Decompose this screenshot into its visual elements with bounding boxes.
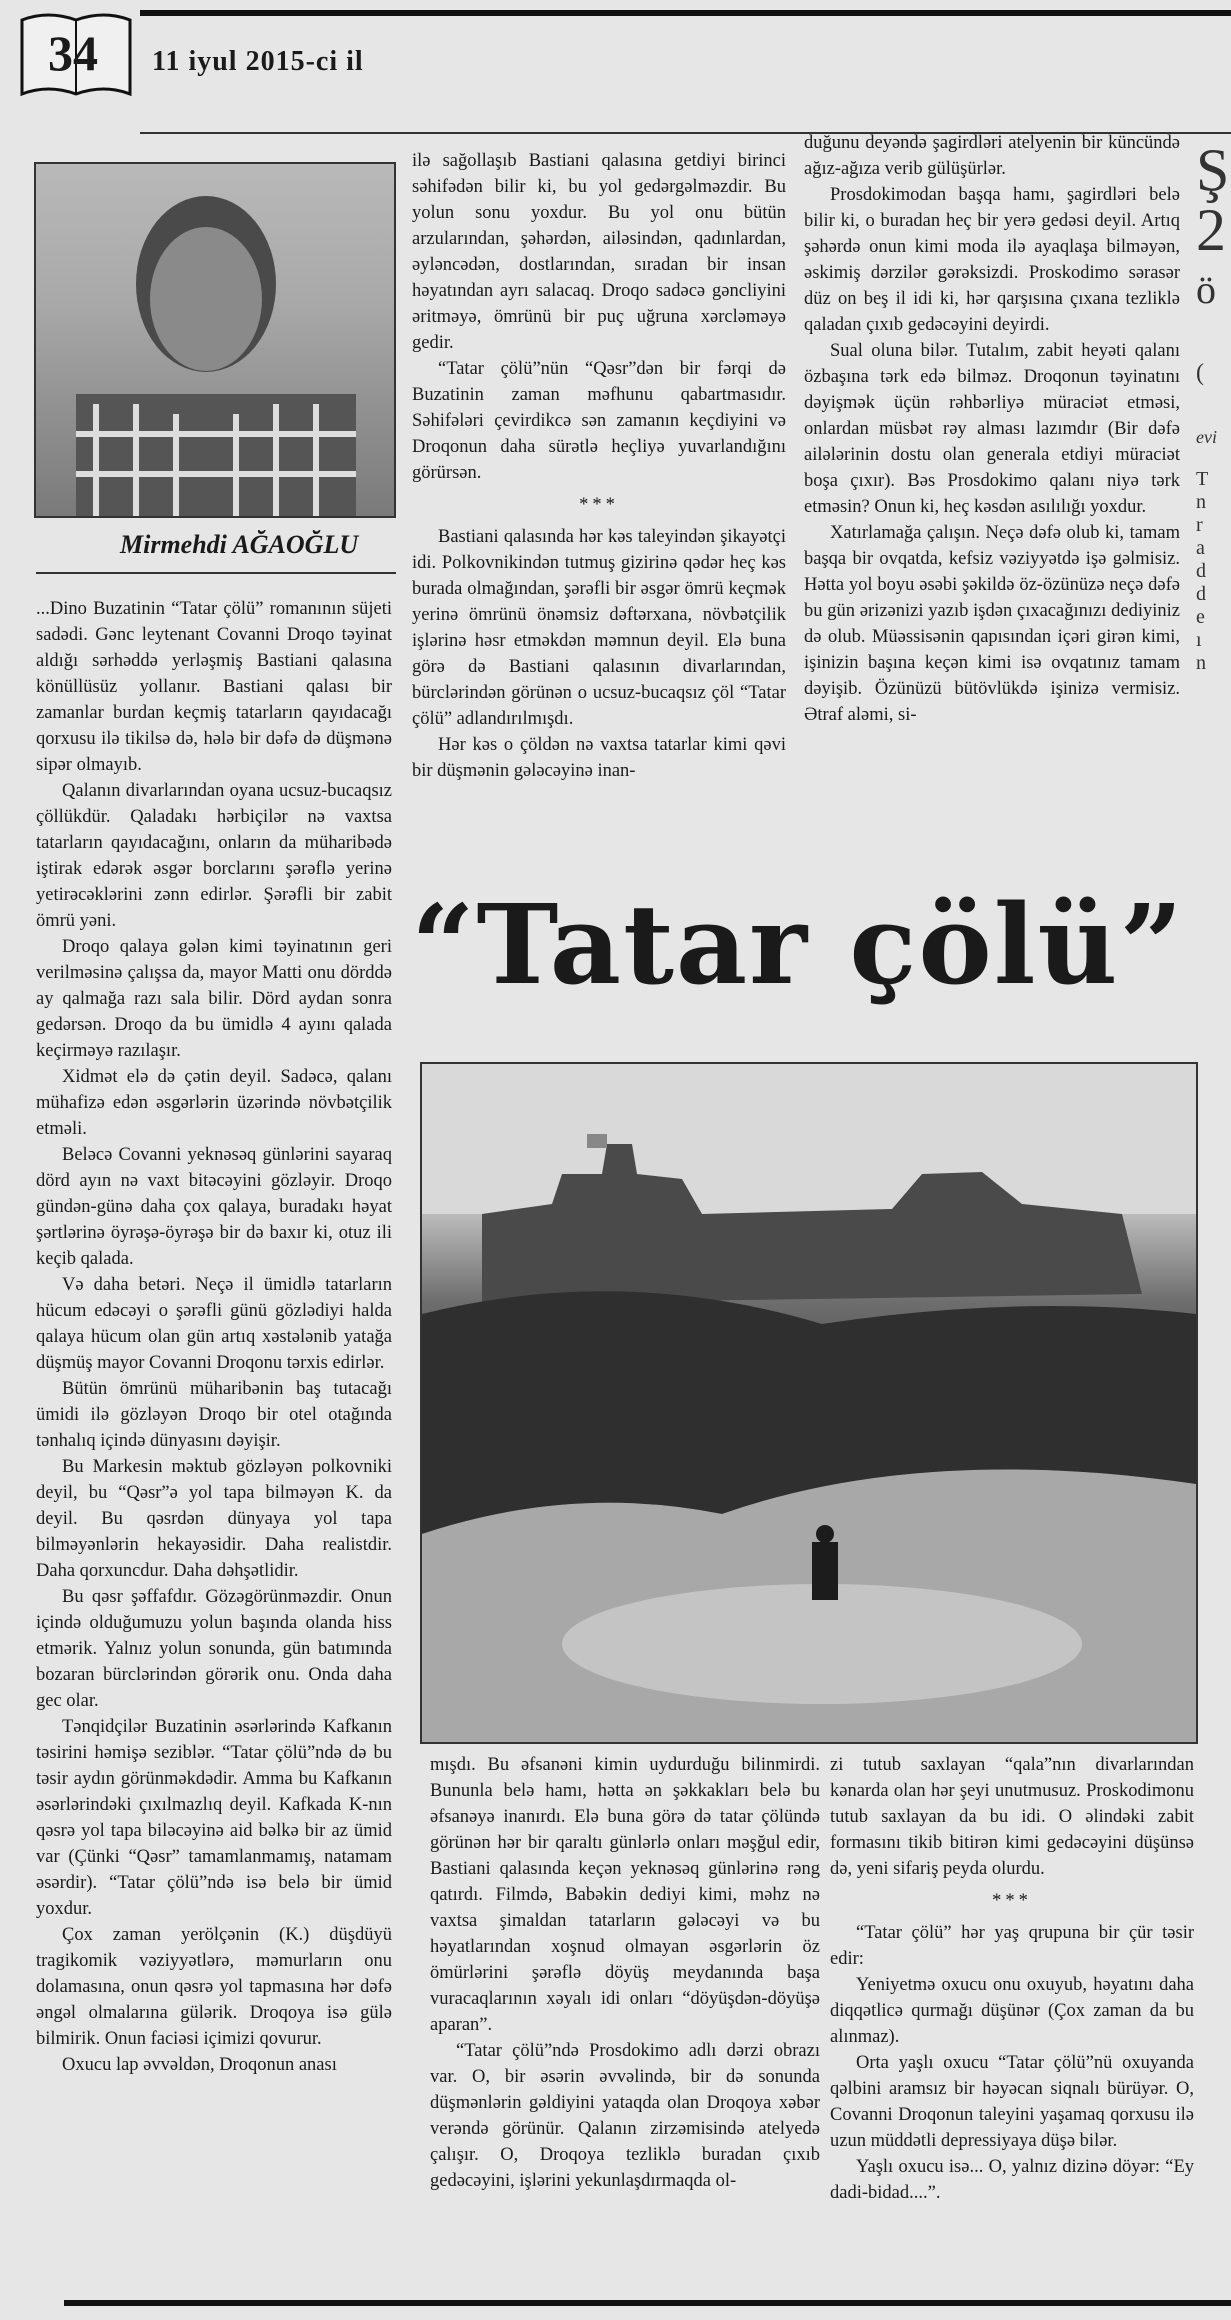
paragraph: Bu Markesin məktub gözləyən polkovniki deyil, bu “Qəsr”ə yol tapa bilməyən K. da deyil. Bu qəsrdən dünyaya yol tapa bilməyənlərin hekayəsidir. Daha realistdir. Daha qorxuncdur. Daha dəhşətlidir. — [36, 1457, 392, 1581]
fortress-photo — [420, 1062, 1198, 1744]
author-name: Mirmehdi AĞAOĞLU — [120, 530, 359, 559]
fragment-letter: a — [1196, 537, 1205, 559]
fragment-letter: Ş — [1196, 137, 1230, 203]
paragraph: Yaşlı oxucu isə... O, yalnız dizinə döyər: “Ey dadi-bidad....”. — [830, 2157, 1194, 2203]
column-2-bottom — [430, 1752, 820, 2194]
header-rule — [140, 10, 1231, 16]
fragment-letter: ( — [1196, 360, 1204, 386]
paragraph: Yeniyetmə oxucu onu oxuyub, həyatını daha diqqətlicə qurmağı düşünər (Çox zaman da bu alınmaz). — [830, 1975, 1194, 2047]
paragraph: Bastiani qalasında hər kəs taleyindən şikayətçi idi. Polkovnikindən tutmuş gizirinə qədər heç kəs burada olmağından, şərəfli bir əsgər ömrü keçmək yerinə ömrünü önəmsiz dəftərxana, növbətçilik işlərinə həsr etməkdən məmnun deyil. Elə buna görə də Bastiani qalasının divarlarından, bürclərindən görünən o ucsuz-bucaqsız çöl “Tatar çölü” adlandırılmışdı. — [412, 527, 786, 729]
paragraph: “Tatar çölü”ndə Prosdokimo adlı dərzi obrazı var. O, bir əsərin əvvəlində, bir də sonunda düşmənlərin gəldiyini yataqda olan Droqoya xəbər verəndə görünür. Qalanın zirzəmisində atelyedə çalışır. O, Droqoya tezliklə buradan çıxıb gedəcəyini, işlərini yekunlaşdırmaqda ol- — [430, 2041, 820, 2191]
article-title: “Tatar çölü” — [411, 880, 1185, 1009]
paragraph: ...Dino Buzatinin “Tatar çölü” romanının süjeti sadədi. Gənc leytenant Covanni Droqo təyinat aldığı sərhəddə yerləşmiş Bastiani qalasına könüllüsüz yollanır. Bastiani qalası bir zamanlar burdan keçmiş tatarların qayıdacağı qorxusu ilə tikilsə də, hələ bir dəfə də düşmənə sipər olmayıb. — [36, 599, 392, 775]
issue-date: 11 iyul 2015-ci il — [152, 46, 364, 77]
footer-rule — [64, 2300, 1231, 2306]
section-stars: *** — [992, 1891, 1032, 1911]
paragraph: Hər kəs o çöldən nə vaxtsa tatarlar kimi qəvi bir düşmənin gələcəyinə inan- — [412, 735, 786, 781]
paragraph: duğunu deyəndə şagirdləri atelyenin bir küncündə ağız-ağıza verib gülüşürlər. — [804, 133, 1180, 179]
fragment-letter: e — [1196, 606, 1205, 628]
fragment-letter: T — [1196, 468, 1209, 490]
fragment-letter: evi — [1196, 427, 1217, 447]
fragment-letter: n — [1196, 491, 1206, 513]
paragraph: mışdı. Bu əfsanəni kimin uydurduğu bilinmirdi. Bununla belə hamı, hətta ən şəkkakları belə bu əfsanəyə inanırdı. Elə buna görə də tatar çölündə görünən hər bir qaraltı günlərlə onları məşğul edir, Bastiani qalasında keçən yeknəsəq günlərinə rəng qatırdı. Filmdə, Babəkin dediyi kimi, məhz nə vaxtsa şimaldan tatarların gələcəyi və bu həyatlarından xoşnud olmayan əsgərlərin öz ömürlərini şərəflə döyüş meydanında başa vuracaqlarının xəyalı idi onları “döyüşdən-döyüşə aparan”. — [430, 1755, 820, 2035]
paragraph: Orta yaşlı oxucu “Tatar çölü”nü oxuyanda qəlbini aramsız bir həyəcan siqnalı bürüyər. O, Covanni Droqonun taleyini yaşamaq qorxusu ilə uzun müddətli depressiyaya düşə bilər. — [830, 2053, 1194, 2151]
section-stars: *** — [579, 495, 619, 515]
fragment-letter: ı — [1196, 629, 1202, 651]
paragraph: Qalanın divarlarından oyana ucsuz-bucaqsız çöllükdür. Qaladakı hərbiçilər nə vaxtsa tatarların qayıdacağını, onların da müharibədə iştirak edərək əsgər borclarını şərəflə yerinə yetirəcəklərini zənn edirlər. Şərəfli bir zabit ömrü yəni. — [36, 781, 392, 931]
page-number: 34 — [48, 25, 98, 81]
paragraph: Xidmət elə də çətin deyil. Sadəcə, qalanı mühafizə edən əsgərlərin üzərində növbətçilik etməli. — [36, 1067, 392, 1139]
column-1 — [36, 596, 392, 2078]
fragment-letter: r — [1196, 514, 1203, 536]
paragraph: Və daha betəri. Neçə il ümidlə tatarların hücum edəcəyi o şərəfli günü gözlədiyi halda qalaya hücum olan gün artıq xəstələnib yatağa düşmüş mayor Covanni Droqonu tərxis edirlər. — [36, 1275, 392, 1373]
paragraph: Çox zaman yerölçənin (K.) düşdüyü tragikomik vəziyyətlərə, məmurların onu dolamasına, onun qəsrə yol tapmasına hər dəfə əngəl olmalarına gülərik. Droqoya isə gülə bilmirik. Onun faciəsi içimizi qovurur. — [36, 1925, 392, 2049]
author-photo — [34, 162, 396, 518]
paragraph: Oxucu lap əvvəldən, Droqonun anası — [62, 2055, 337, 2075]
paragraph: Sual oluna bilər. Tutalım, zabit heyəti qalanı özbaşına tərk edə bilməz. Droqonun təyinatını dəyişmək üçün rəhbərliyə müraciət etməsi, onlardan müsbət rəy alması lazımdır (Bir dəfə ailələrinin dostu olan generala etdiyi müraciət boşa çıxır). Bəs Prosdokimo qalanı niyə tərk etməsin? Onun ki, heç kəsdən asılılığı yoxdur. — [804, 341, 1180, 517]
column-3-bottom — [830, 1752, 1194, 2206]
column-2-top — [412, 148, 786, 784]
fragment-letter: ö — [1196, 267, 1216, 312]
adjacent-page-fragment — [1196, 137, 1231, 675]
fragment-letter: n — [1196, 652, 1206, 674]
fragment-letter: d — [1196, 560, 1206, 582]
paragraph: Bu qəsr şəffafdır. Gözəgörünməzdir. Onun içində olduğumuzu yolun başında olanda hiss etmərik. Yalnız yolun sonunda, gün batımında bozaran bürclərindən görərik onu. Onda daha gec olar. — [36, 1587, 392, 1711]
column-3-top — [804, 130, 1180, 728]
paragraph: “Tatar çölü” hər yaş qrupuna bir çür təsir edir: — [830, 1923, 1194, 1969]
paragraph: zi tutub saxlayan “qala”nın divarlarından kənarda olan hər şeyi unutmusuz. Proskodimonu tutub saxlayan da bu idi. O əlindəki zabit formasını tikib bitirən kimi gedəcəyini düşünsə də, yeni sifariş peyda olurdu. — [830, 1755, 1194, 1879]
paragraph: Bütün ömrünü müharibənin baş tutacağı ümidi ilə gözləyən Droqo bir otel otağında tənhalıq içində dünyasını dəyişir. — [36, 1379, 392, 1451]
paragraph: Beləcə Covanni yeknəsəq günlərini sayaraq dörd ayın nə vaxt bitəcəyini gözləyir. Droqo gündən-günə daha çox qalaya, buradakı həyat şərtlərinə öyrəşə-öyrəşə bir də baxır ki, otuz ili keçib qalada. — [36, 1145, 392, 1269]
paragraph: “Tatar çölü”nün “Qəsr”dən bir fərqi də Buzatinin zaman məfhunu qabartmasıdır. Səhifələri çevirdikcə sən zamanın keçdiyini və Droqonun daha sürətlə heçliyə yuvarlandığını görürsən. — [412, 359, 786, 483]
fragment-letter: d — [1196, 583, 1206, 605]
fragment-letter: 2 — [1196, 197, 1226, 263]
paragraph: Tənqidçilər Buzatinin əsərlərində Kafkanın təsirini həmişə seziblər. “Tatar çölü”ndə də bu təsir aydın görünməkdədir. Amma bu Kafkanın əsərlərindəki çıxılmazlıq deyil. Kafkada K-nın qəsrə yol tapa biləcəyinə aid bəlkə bir az ümid var (Çünki “Qəsr” tamamlanmamış, natamam əsərdir). “Tatar çölü”ndə isə belə bir ümid yoxdur. — [36, 1717, 392, 1919]
paragraph: Xatırlamağa çalışın. Neçə dəfə olub ki, tamam başqa bir ovqatda, kefsiz vəziyyətdə işə gəlmisiz. Hətta yol boyu əsəbi şəkildə öz-özünüzə neçə dəfə bu gün ərizənizi yazıb işdən çıxacağınızı dediyiniz də olub. Müəssisənin qapısından içəri girən kimi, işinizin başına keçən kimi isə ovqatınız tamam dəyişib. Özünüzü bütövlükdə işinizə vermisiz. Ətraf aləmi, si- — [804, 523, 1180, 725]
paragraph: Droqo qalaya gələn kimi təyinatının geri verilməsinə çalışsa da, mayor Matti onu dörddə ay qalmağa razı sala bilir. Dörd aydan sonra gedərsən. Droqo da bu ümidlə 4 ayını qalada keçirməyə razılaşır. — [36, 937, 392, 1061]
paragraph: Prosdokimodan başqa hamı, şagirdləri belə bilir ki, o buradan heç bir yerə gedəsi deyil. Artıq şəhərdə onun kimi moda ilə ayaqlaşa bilməyən, əskimiş dərzilər gərəksizdi. Proskodimo sərasər düz on beş il idi ki, hər qarşısına çıxana tezliklə qaladan çıxıb gedəcəyini deyirdi. — [804, 185, 1180, 335]
author-rule — [36, 572, 396, 574]
paragraph: ilə sağollaşıb Bastiani qalasına getdiyi birinci səhifədən bilir ki, bu yol gedərgəlməzdir. Bu yolun sonu yoxdur. Bu yol onu bütün arzularından, şəhərdən, ailəsindən, qadınlardan, əyləncədən, dostlarından, sıradan bir insan həyatından ayrı salacaq. Droqo sadəcə gəncliyini əritməyə, ömrünü bir puç uğruna xərcləməyə gedir. — [412, 151, 786, 353]
